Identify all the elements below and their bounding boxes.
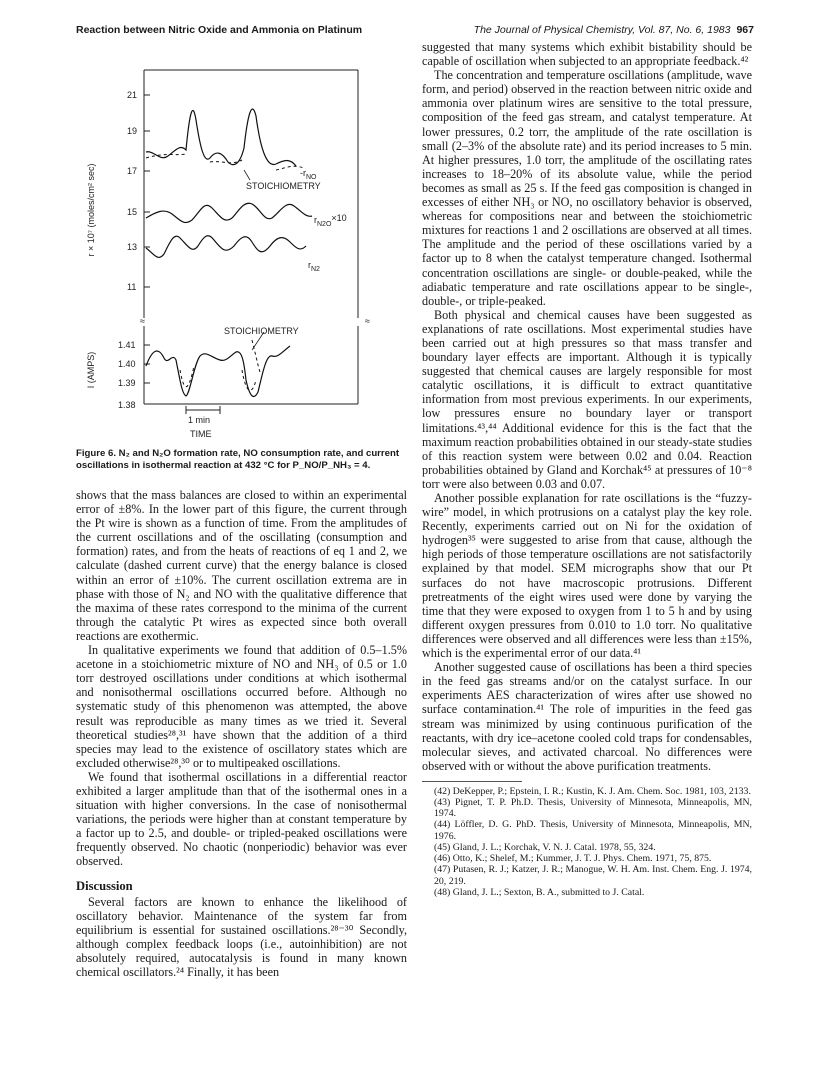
paragraph: suggested that many systems which exhibit bistability should be capable of oscillation when subjected to an appropriate feedback.⁴² [422, 40, 752, 69]
paragraph: Both physical and chemical causes have been suggested as explanations of rate oscillations. Most experimental studies have been carried out at high pressures so that mass transfer and boundary layer effects are important. Although it is typically suggested that chemical causes are largely responsible for most catalytic oscillations, it is difficult to extract quantitative information from most previous experiments. In our experiments, low pressures ensure no boundary layer or transport limitations.⁴³,⁴⁴ Additional evidence for this is the fact that the maximum reaction probabilities obtained in our steady-state studies of this reaction system were between 0.02 and 0.04. Reaction probabilities obtained by Gland and Korchak⁴⁵ at pressures of 10⁻⁸ torr were also between 0.03 and 0.07. [422, 307, 752, 491]
upper-tick-13: 13 [127, 242, 138, 252]
journal-citation: The Journal of Physical Chemistry, Vol. 87, No. 6, 1983 [473, 24, 731, 36]
label-stoichiometry-upper: STOICHIOMETRY [246, 181, 321, 191]
paragraph: shows that the mass balances are closed to within an experimental error of ±8%. In the lower part of this figure, the current through the Pt wire is shown as a function of time. From the amplitudes of the current oscillations and of the oscillating (consumption and formation) rates, and from the heats of reactions of eq 1 and 2, we calculate (dashed current curve) that the energy balance is closed within an error of ±10%. The current oscillation extrema are in phase with those of N₂ and NO with the qualitative difference that the maxima of these rates correspond to the minima of the current through the catalytic Pt wires as expected since both overall reactions are exothermic. [76, 488, 407, 643]
reference-45: (45) Gland, J. L.; Korchak, V. N. J. Catal. 1978, 55, 324. [434, 841, 656, 853]
upper-y-axis-label: r × 10⁷ (moles/cm² sec) [86, 163, 96, 257]
paragraph: Several factors are known to enhance the likelihood of oscillatory behavior. Maintenance of the system far from equilibrium is essential for sustained oscillations.²⁸⁻³⁰ Secondly, although complex feedback loops (i.e., autoinhibition) are not absolutely required, autocatalysis is found in many known chemical oscillators.²⁴ Finally, it has been [76, 894, 407, 980]
upper-tick-21: 21 [127, 90, 138, 100]
label-r-n2o: $r_{N2O}\times 10$ [314, 213, 347, 228]
upper-tick-17: 17 [127, 166, 138, 176]
lower-tick-1.41: 1.41 [118, 340, 136, 350]
stoich-upper-pointer [244, 170, 250, 180]
time-scale-bar [186, 406, 220, 414]
curve-current-dashed [180, 340, 260, 390]
section-heading-discussion: Discussion [76, 878, 133, 893]
paragraph: In qualitative experiments we found that addition of 0.5–1.5% acetone in a stoichiometric mixture of NO and NH₃ of 0.5 or 1.0 torr destroyed oscillations under conditions at which isothermal and nonisothermal oscillations occurred before. Although no systematic study of this phenomenon was attempted, the above result was reproducible as many times as we tried it. Several theoretical studies²⁸,³¹ have shown that the addition of a third species may lead to the existence of oscillatory states which are excluded otherwise²⁸,³⁰ or to multipeaked oscillations. [76, 643, 407, 770]
running-header-journal [474, 24, 754, 36]
paragraph: Another possible explanation for rate oscillations is the “fuzzy-wire” model, in which protrusions on a catalyst play the key role. Recently, experiments carried out on Ni for the oxidation of hydrogen³⁵ were suggested to arise from that cause, although the high periods of those temperature oscillations are not satisfactorily explained by that model. SEM micrographs show that our Pt surfaces do not have macroscopic protrusions. Different pretreatments of the eight wires used were done by varying the time that they were exposed to oxygen from 1 to 5 h and by using different oxygen pressures from 0.010 to 1.0 torr. No qualitative differences were observed and all differences were less than ±15%, which is the experimental error of our data.⁴¹ [422, 491, 752, 661]
running-header-title: Reaction between Nitric Oxide and Ammonia on Platinum [76, 24, 363, 36]
caption-text: N₂ and N₂O formation rate, NO consumption rate, and current oscillations in isothermal reaction at 432 °C for P_NO/P_NH₃ = 4. [76, 448, 400, 471]
curve-current [146, 346, 290, 396]
lower-tick-1.40: 1.40 [118, 359, 136, 369]
reference-43: (43) Pignet, T. P. Ph.D. Thesis, University of Minnesota, Minneapolis, MN, 1974. [434, 797, 752, 820]
reference-48: (48) Gland, J. L.; Sexton, B. A., submitted to J. Catal. [434, 886, 645, 898]
curve-r-no [146, 109, 296, 166]
time-scale-label: 1 min [188, 415, 211, 425]
right-column [422, 40, 752, 898]
upper-tick-marks [144, 95, 150, 287]
figure-caption [76, 448, 406, 472]
upper-tick-15: 15 [127, 207, 138, 217]
paragraph: The concentration and temperature oscillations (amplitude, wave form, and period) observed in the reaction between nitric oxide and ammonia over platinum wires are sensitive to the total pressure, composition of the feed gas stream, and catalyst temperature. At lower pressures, 0.2 torr, the amplitude of the rate oscillation is small (2–3% of the absolute rate) and its period increases to 5 min. At higher pressures, 1.0 torr, the amplitude of the oscillating rates increases to 18–20% of its absolute value, while the period becomes as small as 25 s. If the feed gas composition is changed in excesses of either NH₃ or NO, no oscillatory behavior is observed, whereas for compositions near and between the stoichiometric mixtures for reactions 1 and 2 oscillations are observed at all times. The amplitude and the period of these oscillations varied by a factor up to 8 when the catalyst temperature changed. Isothermal concentration oscillations are single- or double-peaked, while the adiabatic temperature and rate oscillations appear to be single-, double-, or triple-peaked. [422, 68, 752, 308]
lower-y-axis-label: I (AMPS) [86, 351, 96, 389]
label-r-no: $-r_{NO}$ [300, 168, 317, 181]
curve-r-n2 [146, 236, 306, 258]
label-stoichiometry-lower: STOICHIOMETRY [224, 326, 299, 336]
footnote-rule [422, 781, 522, 782]
axis-break-left: ≈ [140, 316, 145, 326]
curve-r-n2o [146, 203, 312, 222]
axis-break-right: ≈ [365, 316, 370, 326]
lower-tick-1.39: 1.39 [118, 378, 136, 388]
left-column [76, 488, 407, 979]
x-axis-label: TIME [190, 429, 212, 439]
reference-47: (47) Putasen, R. J.; Katzer, J. R.; Manogue, W. H. Am. Inst. Chem. Eng. J. 1974, 20, 219. [434, 864, 752, 887]
label-r-n2: $r_{N2}$ [308, 260, 320, 273]
paragraph: We found that isothermal oscillations in a differential reactor exhibited a larger amplitude than that of the isothermal ones in a situation with higher conversions. In the case of nonisothermal variations, the periods were higher than at constant temperature by a factor up to 2.5, and double- or tripled-peaked oscillations were frequently observed. No chaotic (nonperiodic) behavior was ever observed. [76, 769, 407, 869]
paragraph: Another suggested cause of oscillations has been a third species in the feed gas streams and/or on the catalyst surface. In our experiments AES characterization of wires after use showed no surface contamination.⁴¹ The role of impurities in the feed gas stream was minimized by using continuous purification of the reactants, with dry ice–acetone cooled cold traps for condensables, molecular sieves, and activated charcoal. No differences were observed with or without the above purification treatments. [422, 660, 752, 773]
reference-44: (44) Löffler, D. G. PhD. Thesis, University of Minnesota, Minneapolis, MN, 1976. [434, 819, 752, 842]
upper-tick-11: 11 [127, 282, 137, 292]
lower-tick-1.38: 1.38 [118, 400, 136, 410]
upper-tick-19: 19 [127, 126, 138, 136]
reference-46: (46) Otto, K.; Shelef, M.; Kummer, J. T. J. Phys. Chem. 1971, 75, 875. [434, 853, 712, 865]
caption-label: Figure 6. [76, 448, 116, 459]
page-number: 967 [736, 24, 754, 36]
figure-6 [76, 40, 406, 470]
reference-42: (42) DeKepper, P.; Epstein, I. R.; Kustin, K. J. Am. Chem. Soc. 1981, 103, 2133. [434, 785, 751, 797]
